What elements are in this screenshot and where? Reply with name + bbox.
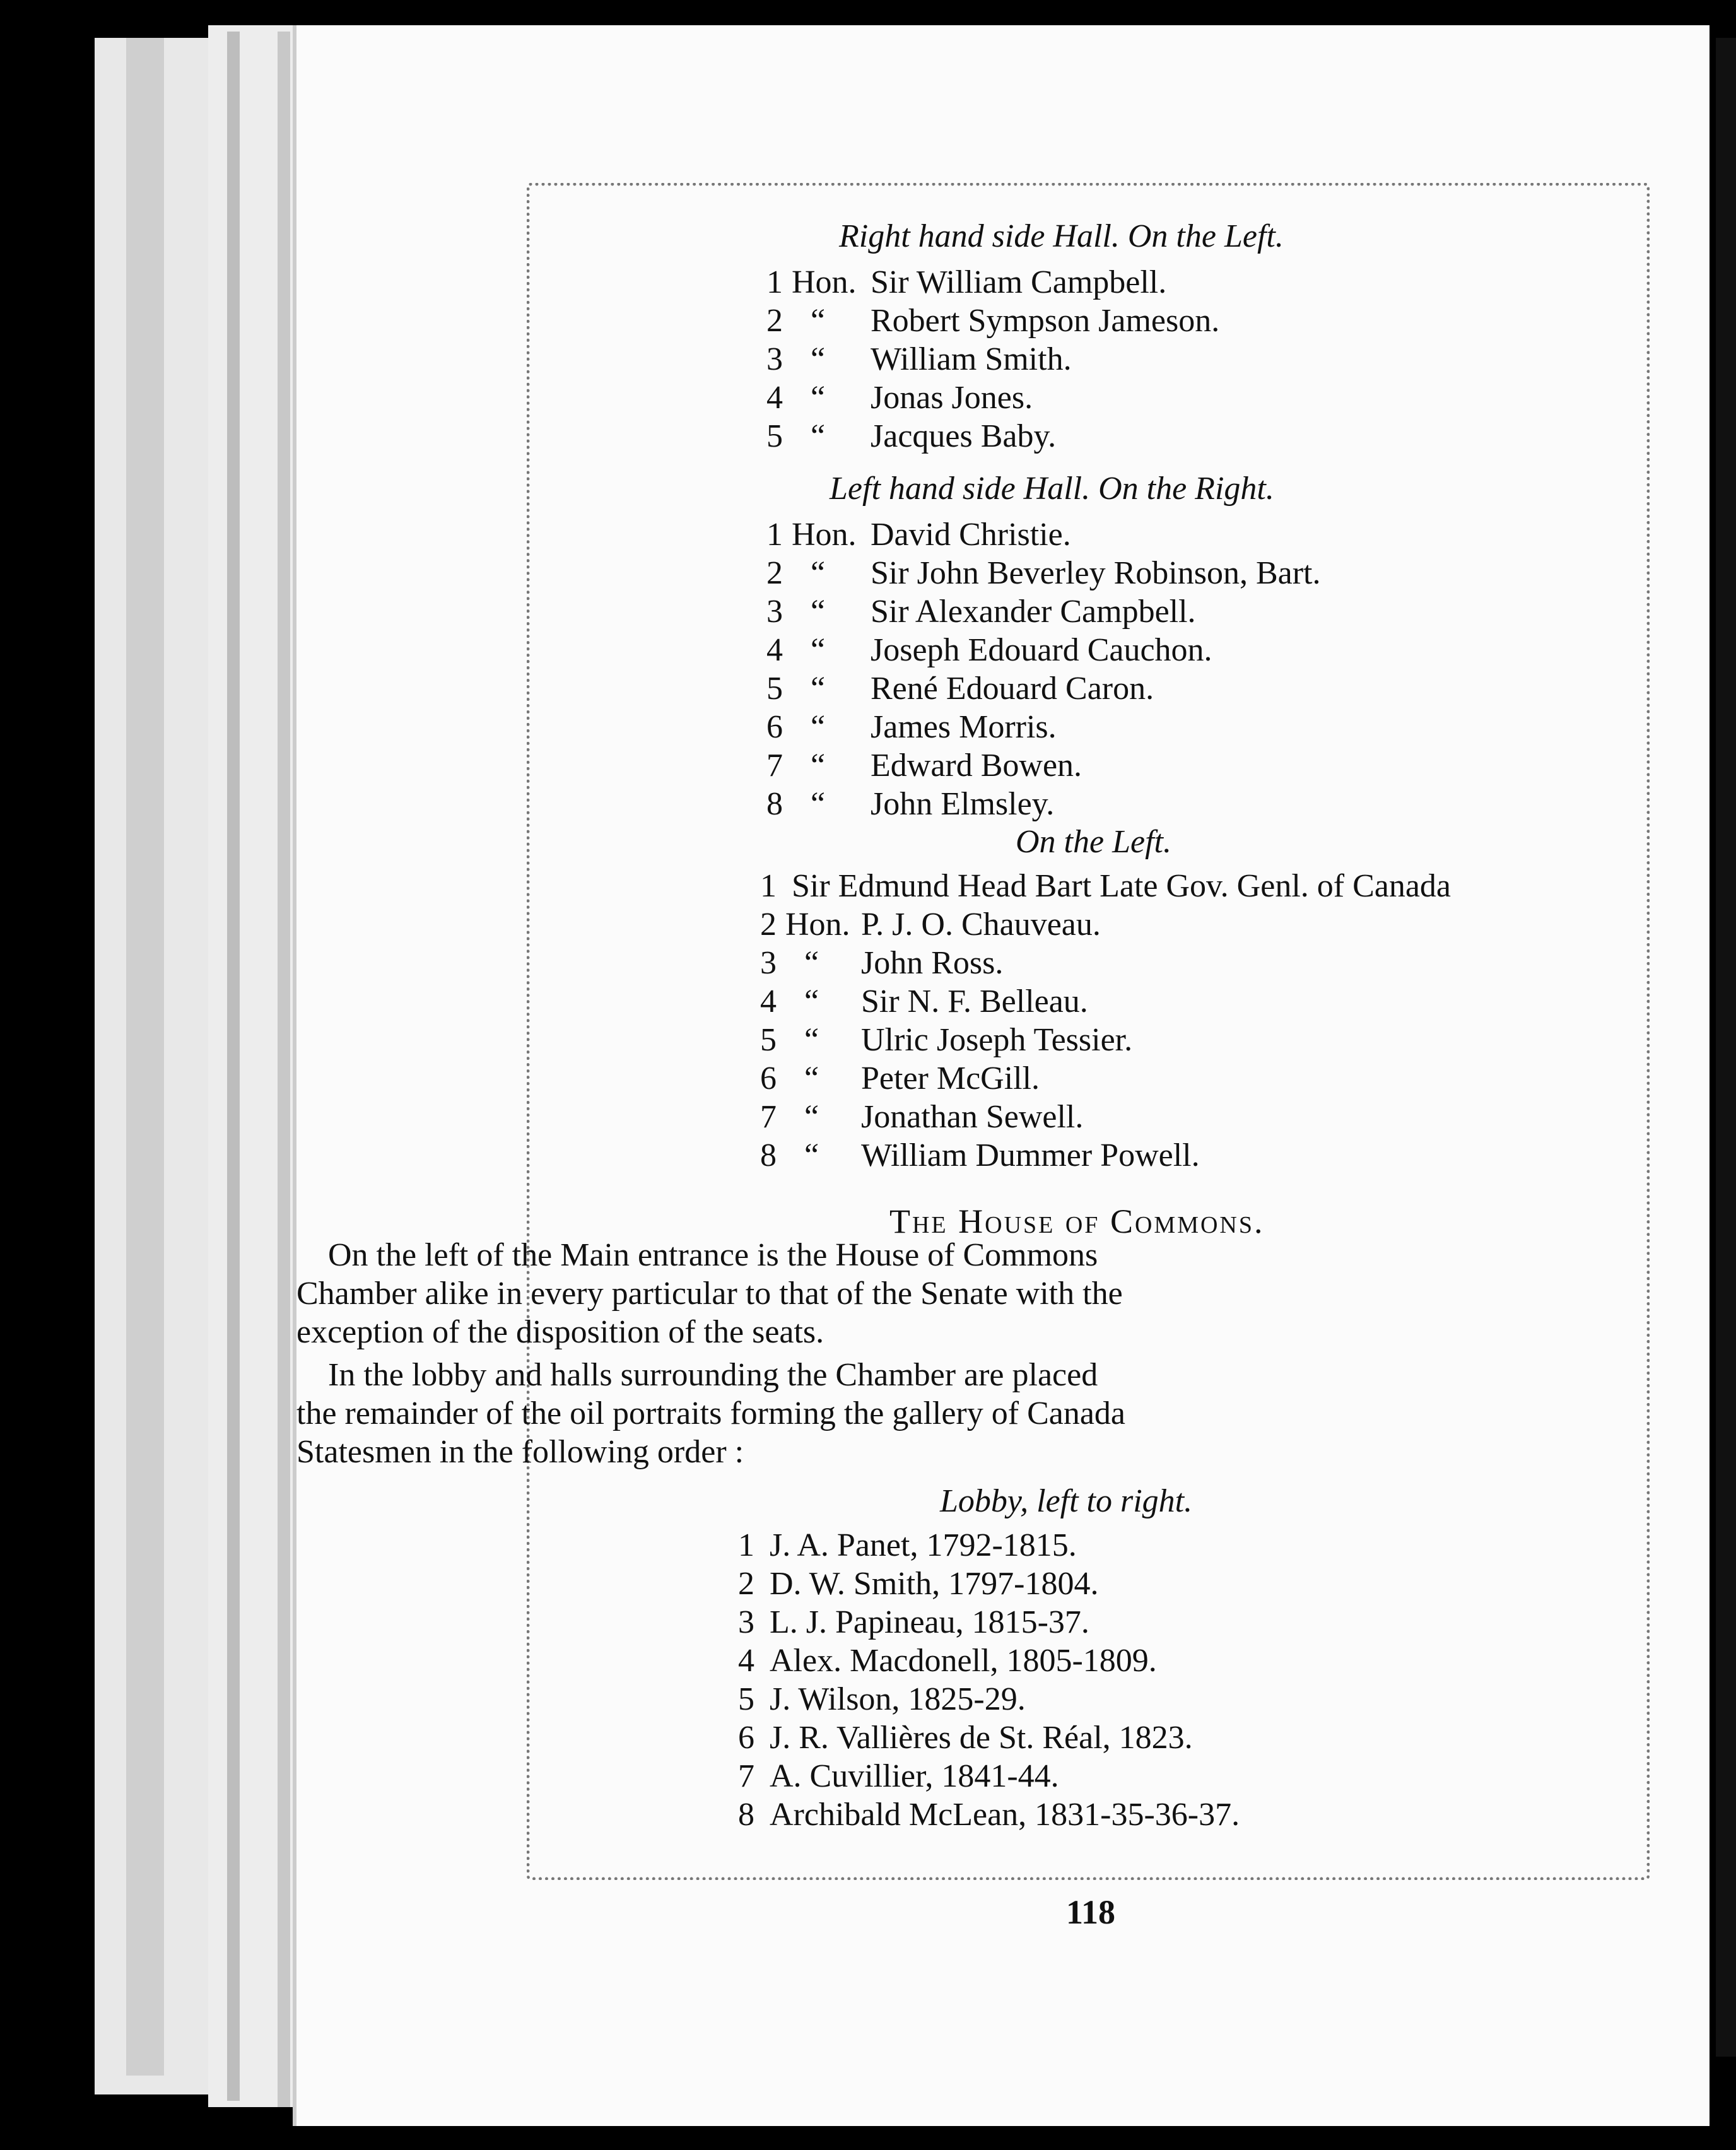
item-prefix: “: [811, 786, 826, 822]
book-edge: [126, 38, 164, 2076]
paragraph-line: Statesmen in the following order :: [296, 1434, 744, 1470]
item-name: J. R. Vallières de St. Réal, 1823.: [770, 1720, 1193, 1756]
list-item: [766, 785, 1736, 823]
item-prefix: “: [804, 1137, 819, 1173]
item-number: 8: [766, 786, 783, 822]
item-number: 2: [766, 303, 783, 339]
item-name: Sir N. F. Belleau.: [861, 984, 1088, 1019]
item-number: 6: [760, 1060, 777, 1096]
item-prefix: “: [811, 709, 826, 745]
item-name: Jonas Jones.: [871, 380, 1033, 416]
paragraph-line: exception of the disposition of the seats.: [296, 1314, 824, 1350]
item-number: 1: [760, 868, 777, 904]
item-name: Sir Edmund Head Bart Late Gov. Genl. of Canada: [792, 868, 1452, 904]
item-number: 4: [760, 984, 777, 1019]
list-item: [766, 341, 1736, 379]
item-name: D. W. Smith, 1797-1804.: [770, 1566, 1099, 1602]
item-prefix: “: [811, 555, 826, 591]
paragraph-line: Chamber alike in every particular to that of the Senate with the: [296, 1276, 1123, 1312]
list-item: [738, 1758, 1736, 1795]
item-name: William Smith.: [871, 341, 1072, 377]
item-number: 6: [738, 1720, 754, 1756]
item-name: P. J. O. Chauveau.: [861, 907, 1101, 943]
list-item: [760, 1021, 1736, 1059]
list-item: [738, 1527, 1736, 1565]
item-prefix: “: [811, 748, 826, 784]
list-item: [760, 1098, 1736, 1136]
item-name: Edward Bowen.: [871, 748, 1082, 784]
item-number: 4: [738, 1643, 754, 1679]
item-number: 2: [760, 907, 777, 943]
item-name: James Morris.: [871, 709, 1057, 745]
list-item: [738, 1796, 1736, 1834]
item-name: Sir William Campbell.: [871, 264, 1167, 300]
item-number: 3: [760, 945, 777, 981]
paragraph-line: the remainder of the oil portraits forming the gallery of Canada: [296, 1395, 1125, 1431]
item-name: Sir Alexander Campbell.: [871, 594, 1196, 630]
section-heading-lobby: Lobby, left to right.: [940, 1483, 1193, 1519]
item-number: 3: [766, 594, 783, 630]
book-edge: [227, 32, 240, 2101]
list-item: [738, 1642, 1736, 1680]
item-name: René Edouard Caron.: [871, 671, 1154, 707]
item-prefix: “: [804, 945, 819, 981]
page: [296, 25, 1710, 2126]
item-number: 3: [738, 1604, 754, 1640]
item-name: Jonathan Sewell.: [861, 1099, 1084, 1135]
list-item: [766, 418, 1736, 455]
item-prefix: “: [811, 380, 826, 416]
item-prefix: “: [811, 632, 826, 668]
section-heading-on-the-left: On the Left.: [1016, 824, 1171, 860]
item-prefix: “: [804, 984, 819, 1019]
item-name: John Ross.: [861, 945, 1004, 981]
item-prefix: “: [804, 1022, 819, 1058]
item-prefix: “: [804, 1060, 819, 1096]
list-item: [766, 516, 1736, 554]
item-prefix: “: [811, 341, 826, 377]
list-item: [760, 944, 1736, 982]
item-number: 2: [738, 1566, 754, 1602]
section-heading-left-hall: Left hand side Hall. On the Right.: [830, 471, 1274, 507]
item-number: 8: [760, 1137, 777, 1173]
item-number: 7: [738, 1758, 754, 1794]
item-number: 5: [766, 671, 783, 707]
item-name: David Christie.: [871, 517, 1071, 553]
list-item: [760, 867, 1736, 905]
list-item: [760, 983, 1736, 1021]
item-prefix: “: [811, 303, 826, 339]
list-item: [766, 302, 1736, 340]
item-name: Archibald McLean, 1831-35-36-37.: [770, 1797, 1240, 1833]
section-heading-right-hall: Right hand side Hall. On the Left.: [839, 218, 1284, 254]
item-number: 4: [766, 632, 783, 668]
list-item: [760, 1060, 1736, 1098]
list-item: [738, 1565, 1736, 1603]
item-number: 7: [766, 748, 783, 784]
item-number: 5: [738, 1681, 754, 1717]
item-name: J. Wilson, 1825-29.: [770, 1681, 1026, 1717]
item-prefix: “: [811, 418, 826, 454]
item-prefix: Hon.: [785, 907, 850, 943]
item-number: 5: [760, 1022, 777, 1058]
list-item: [766, 670, 1736, 708]
item-number: 1: [766, 264, 783, 300]
item-number: 4: [766, 380, 783, 416]
list-item: [766, 264, 1736, 302]
item-name: A. Cuvillier, 1841-44.: [770, 1758, 1059, 1794]
book-edge: [278, 32, 290, 2107]
item-prefix: “: [811, 671, 826, 707]
item-prefix: “: [811, 594, 826, 630]
item-number: 1: [738, 1527, 754, 1563]
section-title-commons: The House of Commons.: [889, 1202, 1265, 1240]
item-number: 6: [766, 709, 783, 745]
list-item: [766, 593, 1736, 631]
list-item: [766, 747, 1736, 785]
item-name: L. J. Papineau, 1815-37.: [770, 1604, 1089, 1640]
item-name: John Elmsley.: [871, 786, 1055, 822]
item-prefix: Hon.: [792, 264, 857, 300]
list-item: [760, 906, 1736, 944]
item-name: Ulric Joseph Tessier.: [861, 1022, 1133, 1058]
item-number: 1: [766, 517, 783, 553]
item-name: Peter McGill.: [861, 1060, 1040, 1096]
item-number: 8: [738, 1797, 754, 1833]
item-name: Joseph Edouard Cauchon.: [871, 632, 1212, 668]
list-item: [738, 1604, 1736, 1642]
item-name: Jacques Baby.: [871, 418, 1057, 454]
paragraph-line: In the lobby and halls surrounding the Chamber are placed: [328, 1357, 1098, 1393]
item-name: Robert Sympson Jameson.: [871, 303, 1220, 339]
item-name: J. A. Panet, 1792-1815.: [770, 1527, 1077, 1563]
list-item: [738, 1719, 1736, 1757]
list-item: [766, 708, 1736, 746]
item-number: 5: [766, 418, 783, 454]
list-item: [766, 555, 1736, 592]
item-name: Alex. Macdonell, 1805-1809.: [770, 1643, 1157, 1679]
item-number: 7: [760, 1099, 777, 1135]
paragraph-line: On the left of the Main entrance is the House of Commons: [328, 1237, 1098, 1273]
item-prefix: Hon.: [792, 517, 857, 553]
item-number: 3: [766, 341, 783, 377]
book-edge: [208, 25, 309, 2107]
item-name: Sir John Beverley Robinson, Bart.: [871, 555, 1321, 591]
item-name: William Dummer Powell.: [861, 1137, 1200, 1173]
list-item: [738, 1681, 1736, 1718]
item-number: 2: [766, 555, 783, 591]
list-item: [760, 1137, 1736, 1175]
list-item: [766, 379, 1736, 417]
page-number: 118: [1066, 1893, 1116, 1931]
item-prefix: “: [804, 1099, 819, 1135]
list-item: [766, 631, 1736, 669]
